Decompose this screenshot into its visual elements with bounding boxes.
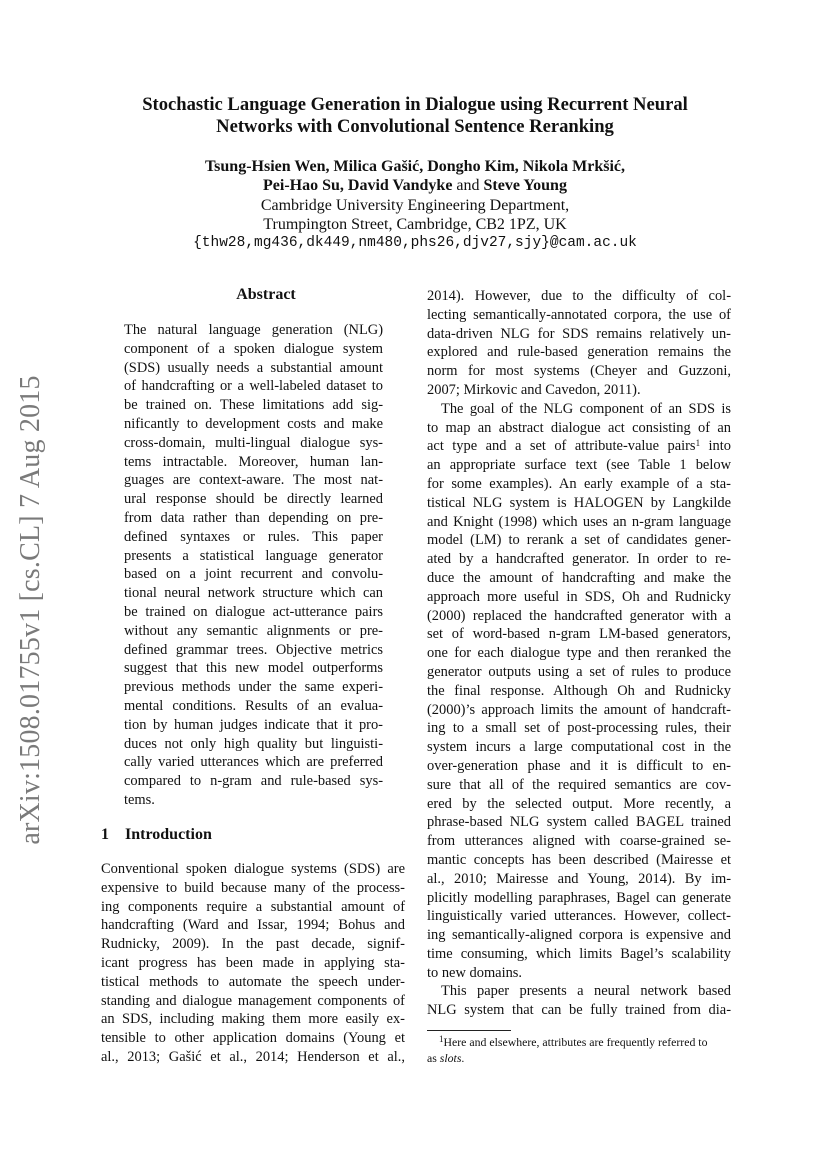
body-line: time consuming, which limits Bagel’s scalability: [427, 945, 731, 962]
abstract-line: (SDS) usually needs a substantial amount: [124, 359, 383, 376]
abstract-heading: Abstract: [236, 286, 296, 303]
section-title: Introduction: [125, 826, 212, 843]
abstract-line: tion by human judges indicate that it pro-: [124, 716, 383, 733]
body-line: duce the amount of handcrafting and make the: [427, 569, 731, 586]
body-line: standing and dialogue management components of: [101, 992, 405, 1009]
body-line: one for each dialogue type and then reranked the: [427, 645, 731, 662]
body-line: system incurs a large computational cost in the: [427, 739, 731, 756]
body-line: ing semantically-aligned corpora is expensive and: [427, 927, 731, 944]
abstract-line: from data rather than depending on pre-: [124, 509, 383, 526]
author-names: Tsung-Hsien Wen, Milica Gašić, Dongho Kim, Nikola Mrkšić,: [204, 158, 626, 175]
body-line: to new domains.: [427, 964, 523, 981]
footnote-text: Here and elsewhere, attributes are frequently referred to: [443, 1035, 708, 1049]
body-text: into: [700, 438, 731, 455]
abstract-line: mental conditions. Results of an evalua-: [124, 697, 383, 714]
paper-title: [100, 94, 730, 138]
body-line: from utterances aligned with coarse-grained se-: [427, 833, 731, 850]
affiliation-address: Trumpington Street, Cambridge, CB2 1PZ, UK: [263, 215, 567, 233]
abstract-body: [124, 321, 383, 810]
body-line: ated by a handcrafted generator. In order to re-: [427, 551, 731, 568]
body-line: tistical NLG system is HALOGEN by Langkilde: [427, 494, 731, 511]
abstract-line: tems.: [124, 791, 155, 808]
body-line: generator outputs using a set of rules to produce: [427, 663, 731, 680]
body-line: approach more useful in SDS, Oh and Rudnicky: [427, 588, 731, 605]
arxiv-sidebar-stamp: [14, 370, 48, 850]
body-line: for some examples). An early example of a sta-: [427, 475, 731, 492]
body-line-with-footnote: [427, 437, 731, 456]
footnote-text: as: [427, 1050, 440, 1065]
author-names: Steve Young: [483, 177, 567, 195]
body-line: over-generation phase and it is difficult to en-: [427, 757, 731, 774]
body-line: the final response. Although Oh and Rudnicky: [427, 682, 731, 699]
footnote: [427, 1035, 731, 1066]
title-line: Networks with Convolutional Sentence Reranking: [216, 116, 614, 137]
abstract-line: cross-domain, multi-lingual dialogue sys-: [124, 434, 383, 451]
affiliation: Cambridge University Engineering Department,: [260, 196, 570, 214]
abstract-line: ural response should be directly learned: [124, 491, 383, 508]
abstract-line: of handcrafting or a well-labeled dataset to: [124, 378, 383, 395]
abstract-line: compared to n-gram and rule-based sys-: [124, 773, 383, 790]
body-line: This paper presents a neural network based: [441, 983, 731, 1000]
right-column-body: [427, 287, 731, 1020]
authors-conjunction: and: [456, 177, 480, 195]
abstract-line: nificantly to development costs and make: [124, 415, 383, 432]
body-line: ing components require a substantial amount of: [101, 898, 405, 915]
footnote-divider: [427, 1030, 511, 1031]
body-line: tistical methods to automate the speech under-: [101, 973, 405, 990]
introduction-body: [101, 860, 405, 1067]
body-line: and Knight (1998) which uses an n-gram language: [427, 513, 731, 530]
abstract-line: defined syntaxes or rules. This paper: [124, 528, 383, 545]
abstract-line: be trained on. These limitations add sig-: [124, 397, 383, 414]
body-line: Rudnicky, 2009). In the past decade, signif-: [101, 936, 405, 953]
body-line: (2000) replaced the handcrafted generator with a: [427, 607, 731, 624]
body-line: an appropriate surface text (see Table 1 below: [427, 457, 731, 474]
body-line: to map an abstract dialogue act consisting of an: [427, 419, 731, 436]
footnote-text: .: [461, 1050, 465, 1065]
body-line: set of word-based n-gram LM-based generators,: [427, 626, 731, 643]
body-line: explored and rule-based generation remains the: [427, 344, 731, 361]
abstract-line: The natural language generation (NLG): [124, 322, 383, 338]
abstract-line: tems intractable. Moreover, human lan-: [124, 453, 383, 470]
section-number: 1: [101, 826, 109, 843]
abstract-line: guages are context-aware. The most nat-: [124, 472, 383, 489]
author-block: [100, 157, 730, 253]
body-line: Conventional spoken dialogue systems (SDS) are: [101, 861, 405, 877]
body-line: lecting semantically-annotated corpora, the use of: [427, 306, 731, 323]
abstract-line: suggest that this new model outperforms: [124, 660, 383, 677]
arxiv-identifier: arXiv:1508.01755v1 [cs.CL] 7 Aug 2015: [15, 375, 46, 845]
body-line: The goal of the NLG component of an SDS is: [441, 400, 731, 417]
body-line: icant progress has been made in applying sta-: [101, 954, 405, 971]
abstract-line: tional neural network structure which can: [124, 585, 383, 602]
body-line: sure that all of the required semantics are cov-: [427, 776, 731, 793]
body-line: linguistically varied utterances. However, collect-: [427, 908, 731, 925]
body-line: tensible to other application domains (Young et: [101, 1030, 405, 1047]
title-line: Stochastic Language Generation in Dialogue using Recurrent Neural: [142, 94, 688, 115]
abstract-line: without any semantic alignments or pre-: [124, 622, 383, 639]
abstract-line: presents a statistical language generator: [124, 547, 383, 564]
body-line: ered by the selected output. More recently, a: [427, 795, 731, 812]
author-emails: {thw28,mg436,dk449,nm480,phs26,djv27,sjy}@cam.ac.uk: [193, 235, 637, 252]
abstract-line: component of a spoken dialogue system: [124, 340, 383, 357]
abstract-line: defined grammar trees. Objective metrics: [124, 641, 383, 658]
body-line: 2007; Mirkovic and Cavedon, 2011).: [427, 381, 641, 398]
body-line: al., 2010; Mairesse and Young, 2014). By im-: [427, 870, 731, 887]
body-text: act type and a set of attribute-value pairs: [427, 438, 696, 455]
body-line: NLG system that can be fully trained from dia-: [427, 1002, 731, 1019]
body-line: handcrafting (Ward and Issar, 1994; Bohus and: [101, 917, 405, 934]
footnote-term: slots: [439, 1050, 462, 1065]
abstract-line: based on a joint recurrent and convolu-: [124, 566, 383, 583]
body-line: plicitly modelling paraphrases, Bagel can generate: [427, 889, 731, 906]
body-line: an SDS, including making them more easily ex-: [101, 1011, 405, 1028]
footnote-marker[interactable]: 1: [695, 438, 701, 449]
author-names: Pei-Hao Su, David Vandyke: [263, 177, 453, 195]
body-line: norm for most systems (Cheyer and Guzzoni,: [427, 363, 731, 380]
body-line: (2000)’s approach limits the amount of handcraft-: [427, 701, 731, 718]
section-heading-introduction: [101, 826, 212, 844]
body-line: model (LM) to rerank a set of candidates gener-: [427, 532, 731, 549]
body-line: data-driven NLG for SDS remains relatively un-: [427, 325, 731, 342]
abstract-line: be trained on dialogue act-utterance pairs: [124, 603, 383, 620]
footnote-number: 1: [439, 1034, 444, 1044]
body-line: mantic concepts has been described (Mairesse et: [427, 851, 731, 868]
body-line: phrase-based NLG system called BAGEL trained: [427, 814, 731, 831]
body-line: 2014). However, due to the difficulty of col-: [427, 288, 731, 304]
abstract-line: previous methods under the same experi-: [124, 679, 383, 696]
body-line: al., 2013; Gašić et al., 2014; Henderson et al.,: [101, 1048, 405, 1065]
body-line: ing to a small set of post-processing rules, their: [427, 720, 731, 737]
body-line: expensive to build because many of the process-: [101, 879, 405, 896]
abstract-line: cally varied utterances which are preferred: [124, 754, 383, 771]
abstract-line: duces not only high quality but linguisti-: [124, 735, 383, 752]
